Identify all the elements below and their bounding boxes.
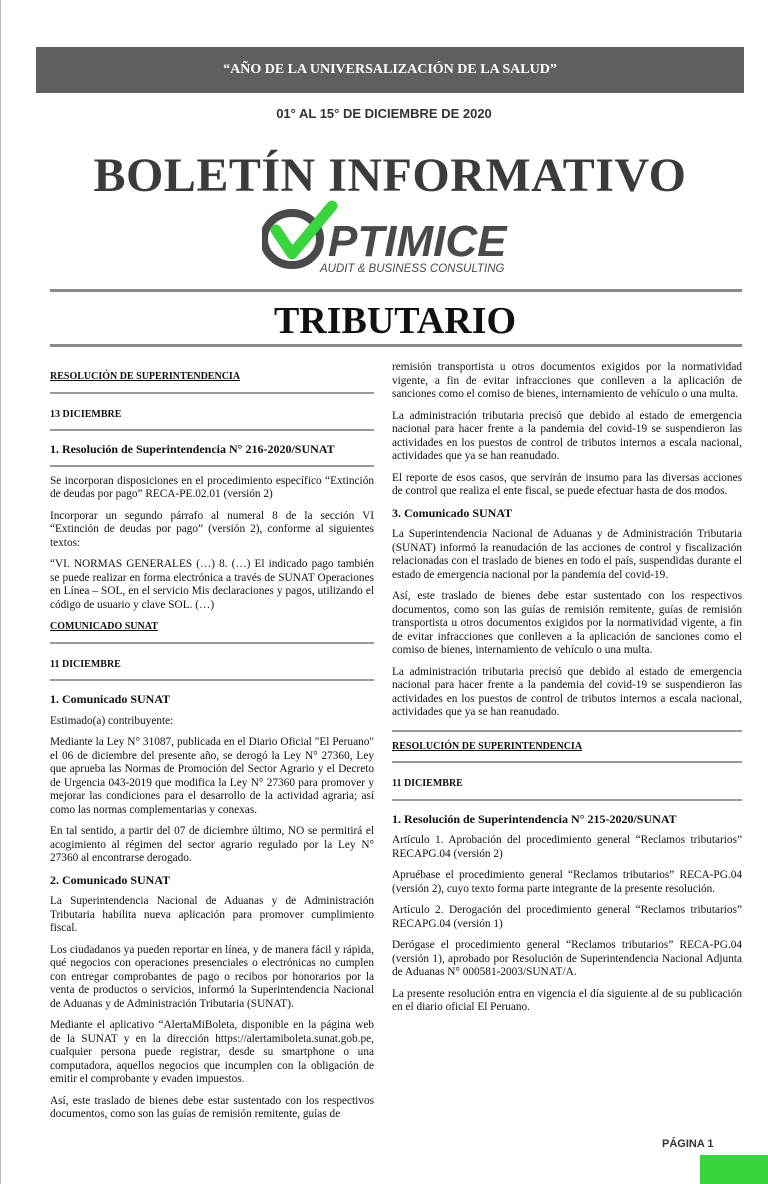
section-rule	[50, 465, 374, 467]
header-rule-top	[50, 289, 742, 292]
section-rule	[50, 679, 374, 681]
section-heading: RESOLUCIÓN DE SUPERINTENDENCIA	[50, 371, 241, 382]
section-rule	[50, 392, 374, 394]
paragraph: Los ciudadanos ya pueden reportar en línea, y de manera fácil y rápida, qué negocios con operaciones presenciales o electrónicas no cumplen con entregar comprobantes de pago o recibos por honorarios por la venta de productos o servicios, informó la Superintendencia Nacional de Aduanas y de Administración Tributaria (SUNAT).	[50, 943, 374, 1010]
logo-wordmark: PTIMICE	[328, 217, 507, 266]
page-title: BOLETÍN INFORMATIVO	[93, 149, 687, 202]
logo-tagline: AUDIT & BUSINESS CONSULTING	[320, 263, 505, 275]
section-heading: COMUNICADO SUNAT	[50, 621, 158, 632]
section-date: 11 DICIEMBRE	[392, 778, 463, 789]
page-number: PÁGINA 1	[662, 1138, 714, 1150]
paragraph: En tal sentido, a partir del 07 de diciembre último, NO se permitirá el acogimiento al régimen del sector agrario regulado por la Ley N° 27360 al encontrarse derogado.	[50, 825, 374, 864]
paragraph: Mediante el aplicativo “AlertaMiBoleta, disponible en la página web de la SUNAT y en la dirección https://alertamiboleta.sunat.gob.pe, cualquier persona puede registrar, desde su smartphone o una computadora, aquellos negocios que incumplen con la obligación de emitir el comprobante y evaden impuestos.	[50, 1019, 374, 1085]
green-corner-tab	[700, 1155, 768, 1184]
paragraph: “VI. NORMAS GENERALES (…) 8. (…) El indicado pago también se puede realizar en forma electrónica a través de SUNAT Operaciones en Línea – SOL, en el servicio Mis declaraciones y pagos, utilizando el código de usuario y clave SOL. (…)	[50, 558, 374, 611]
paragraph: Así, este traslado de bienes debe estar sustentado con los respectivos documentos, como son las guías de remisión remitente, guías de remisión transportista u otros documentos exigidos por la normatividad vigente, a fin de evitar infracciones que conlleven a la aplicación de sanciones como el comiso de bienes, internamiento de vehículo o una multa.	[392, 590, 742, 656]
item-title: 1. Resolución de Superintendencia N° 216-2020/SUNAT	[50, 442, 335, 456]
paragraph: Mediante la Ley N° 31087, publicada en el Diario Oficial "El Peruano" el 06 de diciembre del presente año, se derogó la Ley N° 27360, Ley que aprueba las Normas de Promoción del Sector Agrario y el Decreto de Urgencia 043-2019 que modifica la Ley N° 27360 para promover y mejorar las condiciones para el desarrollo de la actividad agraria; así como las normas complementarias y conexas.	[50, 736, 374, 816]
paragraph: Apruébase el procedimiento general “Reclamos tributarios” RECA-PG.04 (versión 2), cuyo texto forma parte integrante de la presente resolución.	[392, 869, 742, 895]
paragraph: Estimado(a) contribuyente:	[50, 714, 174, 727]
item-title: 2. Comunicado SUNAT	[50, 872, 171, 887]
right-column	[392, 361, 742, 1023]
section-rule	[392, 799, 742, 801]
paragraph: La Superintendencia Nacional de Aduanas y de Administración Tributaria (SUNAT) informó la reanudación de las acciones de control y fiscalización relacionadas con el traslado de bienes en todo el país, suspendidas durante el estado de emergencia nacional por la pandemia del covid-19.	[392, 528, 742, 581]
year-banner	[36, 47, 744, 93]
paragraph: La administración tributaria precisó que debido al estado de emergencia nacional para hacer frente a la pandemia del covid-19 se suspendieron las actividades en los puestos de control de tributos internos a escala nacional, actividades que ya se han reanudado.	[392, 409, 742, 462]
section-rule	[50, 642, 374, 644]
banner-text: “AÑO DE LA UNIVERSALIZACIÓN DE LA SALUD”	[223, 62, 557, 77]
paragraph: Artículo 2. Derogación del procedimiento general “Reclamos tributarios” RECAPG.04 (versión 1)	[392, 904, 742, 930]
left-column	[50, 370, 374, 1130]
item-title: 1. Resolución de Superintendencia N° 215-2020/SUNAT	[392, 811, 677, 826]
paragraph: Así, este traslado de bienes debe estar sustentado con los respectivos documentos, como son las guías de remisión remitente, guías de	[50, 1094, 374, 1120]
item-title: 1. Comunicado SUNAT	[50, 692, 171, 706]
paragraph: La administración tributaria precisó que debido al estado de emergencia nacional para hacer frente a la pandemia del covid-19 se suspendieron las actividades en los puestos de control de tributos internos a escala nacional, actividades que ya se han reanudado.	[392, 665, 742, 718]
paragraph: El reporte de esos casos, que servirán de insumo para las diversas acciones de control que realiza el ente fiscal, se puede efectuar hasta de dos modos.	[392, 471, 742, 497]
paragraph: Derógase el procedimiento general “Reclamos tributarios” RECA-PG.04 (versión 1), aprobado por Resolución de Superintendencia Nacional Adjunta de Aduanas N° 000581-2003/SUNAT/A.	[392, 939, 742, 978]
item-title: 3. Comunicado SUNAT	[392, 505, 513, 520]
section-rule	[392, 761, 742, 763]
paragraph: La presente resolución entra en vigencia el día siguiente al de su publicación en el diario oficial El Peruano.	[392, 987, 742, 1013]
section-date: 11 DICIEMBRE	[50, 658, 121, 670]
page-subtitle: TRIBUTARIO	[273, 300, 517, 342]
section-heading: RESOLUCIÓN DE SUPERINTENDENCIA	[392, 740, 583, 752]
paragraph: Artículo 1. Aprobación del procedimiento general “Reclamos tributarios” RECAPG.04 (versión 2)	[392, 834, 742, 860]
paragraph: Se incorporan disposiciones en el procedimiento específico “Extinción de deudas por pago” RECA-PE.02.01 (versión 2)	[50, 474, 374, 500]
optimice-logo	[262, 200, 522, 278]
section-rule	[50, 429, 374, 431]
header-rule-bottom	[50, 344, 742, 347]
paragraph: La Superintendencia Nacional de Aduanas y de Administración Tributaria habilita nueva aplicación para promover cumplimiento fiscal.	[50, 895, 374, 934]
section-date: 13 DICIEMBRE	[50, 408, 122, 420]
section-rule	[392, 730, 742, 732]
paragraph: remisión transportista u otros documentos exigidos por la normatividad vigente, a fin de evitar infracciones que conlleven a la aplicación de sanciones como el comiso de bienes, internamiento de vehículo o una multa.	[392, 361, 742, 400]
date-range: 01° AL 15° DE DICIEMBRE DE 2020	[276, 106, 492, 121]
paragraph: Incorporar un segundo párrafo al numeral 8 de la sección VI “Extinción de deudas por pago” (versión 2), conforme al siguientes textos:	[50, 509, 374, 549]
